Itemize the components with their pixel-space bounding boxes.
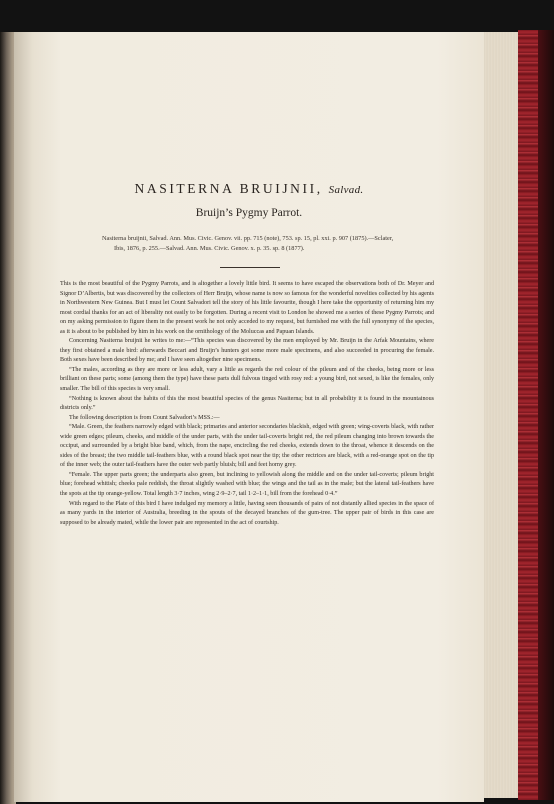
body-paragraph: “The males, according as they are more or less adult, vary a little as regards the red colour of the pileum and of the cheeks, being more or less brilliant on these parts; some (among them the type) have these parts dull fulvous tinged with rosy red: a young bird, not sexed, is like the females, only smaller. The bill of this species is very small.: [60, 366, 434, 393]
species-name: NASITERNA BRUIJNII,: [134, 181, 323, 196]
common-name: Bruijn’s Pygmy Parrot.: [195, 207, 303, 219]
synonymy-block: [84, 234, 424, 254]
body-paragraph: “Female. The upper parts green; the underparts also green, but inclining to yellowish along the middle and on the under tail-coverts; pileum bright blue; forehead whitish; cheeks pale reddish, the throat slightly washed with blue; the wings and the tail as in the male; but the lateral tail-feathers have the spots at the tip orange-yellow. Total length 3·7 inches, wing 2·9–2·7, tail 1·2–1·1, bill from the forehead 0·4.”: [60, 471, 434, 498]
species-title: [14, 181, 484, 197]
species-author: Salvad.: [328, 184, 364, 196]
body-paragraph: “Nothing is known about the habits of this the most beautiful species of the genus Nasiterna; but in all probability it is found in the mountainous districts only.”: [60, 395, 434, 412]
page-stack-edge: [484, 32, 518, 798]
divider-rule: [220, 267, 280, 268]
body-text: [60, 280, 434, 528]
body-paragraph: “Male. Green, the feathers narrowly edged with black; primaries and anterior secondaries blackish, edged with green; wing-coverts black, with rather wide green edges; pileum, cheeks, and middle of the under parts, with the under tail-coverts bright red, the red pileum changing into brown towards the occiput, and surrounded by a bright blue band, which, from the nape, encircling the red cheeks, extends down to the throat, whence it descends on the sides of the breast; the two middle tail-feathers blue, with a round black spot near the tip; the other rectrices are black, with a red-orange spot on the tip of the inner web; the outer tail-feathers have the outer web partly bluish; bill and feet horny grey.: [60, 424, 434, 469]
body-paragraph: With regard to the Plate of this bird I have indulged my memory a little, having seen thousands of pairs of not distantly allied species in the space of as many yards in the interior of Australia, breeding in the spouts of the decayed branches of the gum-tree. The upper pair of birds in this case are supposed to be already mated, while the lower pair are represented in the act of courtship.: [60, 500, 434, 526]
body-paragraph: This is the most beautiful of the Pygmy Parrots, and is altogether a lovely little bird. It seems to have escaped the observations both of Dr. Meyer and Signor D’Albertis, but was discovered by the collectors of Herr Bruijn, whose name is now so famous for the wonderful novelties collected by his agents in Northwestern New Guinea. But I must let Count Salvadori tell the story of his little favourite, though I here take the opportunity of returning him my most cordial thanks for an act of liberality not easily to be forgotten. During a recent visit to London he showed me a series of these Pygmy Parrots; and on my asking permission to figure them in the present work he not only acceded to my request, but furnished me with the full synonymy of the species, as it is about to be published by him in his work on the ornithology of the Moluccas and Papuan Islands.: [60, 281, 434, 335]
cover-shadow: [538, 30, 554, 800]
synonymy-line: Ibis, 1876, p. 255.—Salvad. Ann. Mus. Civic. Genov. x. p. 35. sp. 8 (1877).: [114, 245, 305, 252]
body-paragraph: Concerning Nasiterna bruijnii he writes to me:—“This species was discovered by the men employed by Mr. Bruijn in the Arfak Mountains, where they first obtained a male bird: afterwards Beccari and Bruijn’s hunters got some more male specimens, and also succeeded in procuring the female. Both sexes have been described by me; and I have seen altogether nine specimens.: [60, 338, 434, 364]
marbled-cover-edge: [518, 30, 538, 800]
synonymy-line: Nasiterna bruijnii, Salvad. Ann. Mus. Civic. Genov. vii. pp. 715 (note), 753. sp. 15, pl. xxi. p. 907 (1875).—Sclater,: [102, 235, 394, 242]
body-paragraph: The following description is from Count Salvadori’s MSS.:—: [69, 414, 220, 421]
